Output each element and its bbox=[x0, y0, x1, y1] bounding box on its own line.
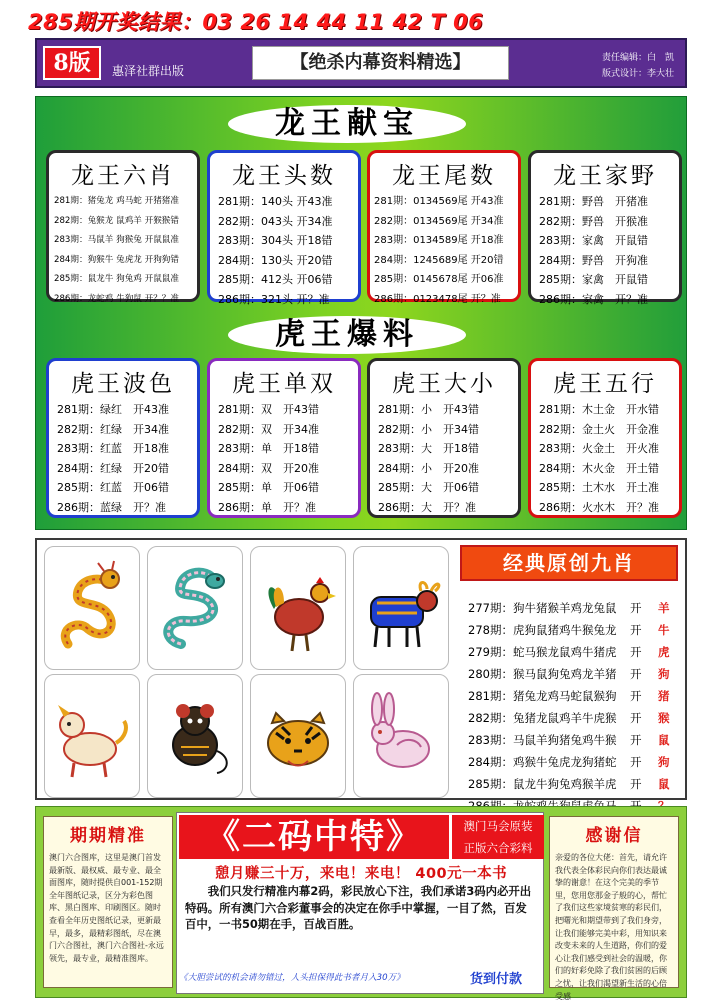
thank-you-text: 亲爱的各位大佬：首先，请允许我代表全体彩民向你们表达最诚挚的谢意！在这个完美的季节里，您用您那金子般的心，帮忙了我们这些家境贫寒的彩民们，把曙光和期望带到了我们身旁，让我们能够完美中彩，用知识来改变未来的人生道路，你们的爱心让我们感受到社会的温暖，你们的好彩免除了我们贫困的后顾之忧，让我们渴望新生活的心倍受感 bbox=[555, 853, 667, 1001]
row-text: 280期：猴马鼠狗兔鸡龙羊猪 bbox=[468, 667, 617, 681]
card-tiger-big-small bbox=[367, 358, 521, 518]
rabbit-icon bbox=[357, 687, 445, 787]
card-row: 283期：单 开18错 bbox=[218, 442, 319, 455]
card-row: 284期：木火金 开土错 bbox=[539, 461, 659, 475]
zodiac-tile-snake bbox=[147, 546, 243, 670]
card-row: 286期：龙蛇鸡 牛狗鼠 开？？准 bbox=[54, 293, 179, 304]
cash-on-delivery-label: 货到付款 bbox=[470, 972, 523, 987]
rat-icon bbox=[151, 687, 239, 787]
row-result: 狗 bbox=[658, 667, 670, 681]
row-text: 278期：虎狗鼠猪鸡牛猴兔龙 bbox=[468, 623, 617, 637]
two-code-title: 《二码中特》 bbox=[179, 815, 449, 859]
row-result: 猴 bbox=[658, 711, 670, 725]
card-row: 282期：0134569尾 开34准 bbox=[374, 215, 504, 227]
rooster-icon bbox=[254, 559, 342, 659]
list-item bbox=[468, 597, 680, 619]
card-row: 285期：家禽 开鼠错 bbox=[539, 273, 648, 286]
thank-you-title: 感谢信 bbox=[585, 826, 643, 846]
list-item bbox=[468, 685, 680, 707]
card-row: 283期：红蓝 开18准 bbox=[57, 442, 169, 455]
zodiac-tile-rooster bbox=[250, 546, 346, 670]
dragon-icon bbox=[48, 559, 136, 659]
edition-label: 正版六合彩料 bbox=[452, 837, 544, 859]
card-title: 虎王五行 bbox=[553, 371, 657, 397]
zodiac-tile-rat bbox=[147, 674, 243, 798]
card-row: 286期：321头 开？准 bbox=[218, 292, 330, 306]
card-row: 285期：鼠龙牛 狗兔鸡 开鼠鼠准 bbox=[54, 274, 179, 284]
card-row: 285期：单 开06错 bbox=[218, 481, 319, 494]
card-row: 284期：小 开20准 bbox=[378, 461, 479, 475]
accuracy-box bbox=[43, 816, 173, 988]
card-row: 281期：绿红 开43准 bbox=[57, 403, 169, 416]
card-row: 285期：412头 开06错 bbox=[218, 273, 333, 286]
thank-you-letter bbox=[549, 816, 679, 1001]
row-result: 虎 bbox=[658, 645, 670, 659]
ad-description: 我们只发行精准内幕2码，彩民放心下注，我们承诺3码内必开出特码。所有澳门六合彩董事会的决定在你手中掌握，一目了然，百发百中，一书50期在手，百战百胜。 bbox=[185, 884, 532, 931]
card-row: 282期：兔猴龙 鼠鸡羊 开猴猴错 bbox=[54, 215, 179, 226]
row-open-label: 开 bbox=[630, 667, 642, 681]
page-title: 【绝杀内幕资料精选】 bbox=[252, 46, 509, 80]
row-text: 281期：猪兔龙鸡马蛇鼠猴狗 bbox=[468, 689, 617, 703]
card-row: 285期：大 开06错 bbox=[378, 481, 479, 494]
banner-dragon-king: 龙王献宝 bbox=[228, 105, 466, 143]
card-title: 虎王大小 bbox=[392, 371, 496, 397]
row-text: 284期：鸡猴牛兔虎龙狗猪蛇 bbox=[468, 755, 617, 769]
zodiac-tile-dog bbox=[44, 674, 140, 798]
card-row: 283期：家禽 开鼠错 bbox=[539, 234, 648, 247]
row-open-label: 开 bbox=[630, 623, 642, 637]
zodiac-tile-dragon bbox=[44, 546, 140, 670]
card-title: 龙王六肖 bbox=[71, 163, 175, 189]
card-dragon-domestic-wild bbox=[528, 150, 682, 306]
card-tiger-wave-color bbox=[46, 358, 200, 518]
card-row: 283期：0134589尾 开18准 bbox=[374, 235, 504, 246]
accuracy-text: 澳门六合图库，这里是澳门首发最新版、最权威、最专业、最全面图库，随时提供自001-152期全年图纸记录，区分为彩色图库、黑白图库、印刷图区。随时查看全年历史图纸记录，更新最早，最多，最精彩图纸，尽在澳门六合图社，澳门六合图社-永远领先，最专业，最精准图库。 bbox=[49, 853, 164, 963]
card-title: 龙王头数 bbox=[232, 163, 336, 189]
promo-line: 憩月赚三十万，来电！来电！ 400元一本书 bbox=[214, 866, 508, 882]
card-row: 282期：双 开34准 bbox=[218, 422, 319, 436]
row-text: 282期：兔猪龙鼠鸡羊牛虎猴 bbox=[468, 711, 617, 725]
card-row: 281期：木土金 开水错 bbox=[539, 403, 659, 416]
row-result: 鼠 bbox=[658, 777, 670, 791]
list-item bbox=[468, 773, 680, 795]
card-dragon-head-number bbox=[207, 150, 361, 306]
card-row: 285期：红蓝 开06错 bbox=[57, 481, 169, 494]
row-result: 鼠 bbox=[658, 733, 670, 747]
card-row: 286期：大 开？准 bbox=[378, 500, 476, 514]
card-row: 286期：火水木 开？准 bbox=[539, 500, 659, 514]
row-open-label: 开 bbox=[630, 689, 642, 703]
card-row: 286期：蓝绿 开？准 bbox=[57, 500, 166, 514]
card-row: 284期：红绿 开20错 bbox=[57, 461, 169, 475]
row-text: 285期：鼠龙牛狗兔鸡猴羊虎 bbox=[468, 777, 617, 791]
card-row: 286期：单 开？准 bbox=[218, 500, 316, 514]
list-item bbox=[468, 641, 680, 663]
card-tiger-odd-even bbox=[207, 358, 361, 518]
card-dragon-tail-number bbox=[367, 150, 521, 305]
designer-credit: 版式设计：李大壮 bbox=[602, 69, 675, 79]
card-row: 281期：猪兔龙 鸡马蛇 开猪猪准 bbox=[54, 196, 179, 206]
card-row: 284期：1245689尾 开20错 bbox=[374, 254, 504, 266]
list-item bbox=[468, 707, 680, 729]
list-item bbox=[468, 751, 680, 773]
publisher-name: 惠泽社群出版 bbox=[112, 64, 185, 78]
row-open-label: 开 bbox=[630, 777, 642, 791]
card-row: 281期：双 开43错 bbox=[218, 403, 319, 416]
ox-icon bbox=[357, 559, 445, 659]
card-row: 282期：小 开34错 bbox=[378, 422, 479, 436]
list-item bbox=[468, 619, 680, 641]
tiger-icon bbox=[254, 687, 342, 787]
row-result: 猪 bbox=[658, 689, 670, 703]
row-open-label: 开 bbox=[630, 733, 642, 747]
card-row: 284期：130头 开20错 bbox=[218, 253, 333, 267]
row-result: 羊 bbox=[658, 601, 670, 615]
list-item bbox=[468, 729, 680, 751]
card-row: 282期：红绿 开34准 bbox=[57, 422, 169, 436]
card-row: 281期：0134569尾 开43准 bbox=[374, 196, 504, 207]
card-title: 龙王尾数 bbox=[392, 163, 496, 189]
row-result: 狗 bbox=[658, 755, 670, 769]
editor-credit: 责任编辑：白 凯 bbox=[602, 53, 675, 63]
accuracy-title: 期期精准 bbox=[70, 826, 146, 846]
card-row: 281期：140头 开43准 bbox=[218, 195, 333, 208]
dog-icon bbox=[48, 687, 136, 787]
row-result: 牛 bbox=[658, 623, 670, 637]
classic-nine-zodiac-title: 经典原创九肖 bbox=[460, 545, 678, 581]
edition-badge: 8版 bbox=[43, 46, 101, 80]
card-row: 286期：0123478尾 开？准 bbox=[374, 293, 501, 305]
page-header bbox=[35, 38, 687, 88]
card-row: 282期：金土火 开金准 bbox=[539, 422, 659, 436]
row-text: 279期：蛇马猴龙鼠鸡牛猪虎 bbox=[468, 645, 617, 659]
card-row: 283期：大 开18错 bbox=[378, 442, 479, 455]
banner-tiger-king: 虎王爆料 bbox=[228, 316, 466, 354]
card-title: 虎王波色 bbox=[71, 371, 175, 397]
card-row: 282期：野兽 开猴准 bbox=[539, 214, 648, 228]
card-dragon-six-zodiac bbox=[46, 150, 200, 302]
origin-label: 澳门马会原装 bbox=[452, 815, 544, 837]
card-row: 286期：家禽 开？准 bbox=[539, 292, 648, 306]
zodiac-tile-rabbit bbox=[353, 674, 449, 798]
draw-result-headline: 285期开奖结果：03 26 14 44 11 42 T 06 bbox=[28, 10, 484, 34]
classic-nine-zodiac-list bbox=[468, 597, 680, 817]
card-row: 281期：野兽 开猪准 bbox=[539, 195, 648, 208]
card-row: 282期：043头 开34准 bbox=[218, 214, 333, 228]
zodiac-tile-tiger bbox=[250, 674, 346, 798]
card-row: 283期：马鼠羊 狗猴兔 开鼠鼠准 bbox=[54, 235, 179, 245]
zodiac-tile-ox bbox=[353, 546, 449, 670]
list-item bbox=[468, 663, 680, 685]
row-text: 283期：马鼠羊狗猪兔鸡牛猴 bbox=[468, 733, 617, 747]
card-row: 281期：小 开43错 bbox=[378, 403, 479, 416]
card-row: 285期：0145678尾 开06准 bbox=[374, 274, 504, 285]
row-open-label: 开 bbox=[630, 601, 642, 615]
row-open-label: 开 bbox=[630, 711, 642, 725]
card-row: 285期：土木水 开土准 bbox=[539, 481, 659, 494]
two-code-ad bbox=[176, 812, 544, 994]
row-open-label: 开 bbox=[630, 755, 642, 769]
card-row: 283期：304头 开18错 bbox=[218, 234, 333, 247]
card-row: 284期：野兽 开狗准 bbox=[539, 253, 648, 267]
ad-footnote: 《大胆尝试的机会请勿错过，人头担保得此书者月入30万》 bbox=[179, 973, 405, 983]
header-credits bbox=[602, 50, 674, 82]
card-title: 虎王单双 bbox=[232, 371, 336, 397]
card-row: 284期：狗猴牛 兔虎龙 开狗狗错 bbox=[54, 254, 179, 265]
snake-icon bbox=[151, 559, 239, 659]
card-title: 龙王家野 bbox=[553, 163, 657, 189]
row-open-label: 开 bbox=[630, 645, 642, 659]
card-row: 284期：双 开20准 bbox=[218, 461, 319, 475]
row-text: 277期：狗牛猪猴羊鸡龙兔鼠 bbox=[468, 601, 617, 615]
card-row: 283期：火金土 开火准 bbox=[539, 442, 659, 455]
card-tiger-five-elements bbox=[528, 358, 682, 518]
